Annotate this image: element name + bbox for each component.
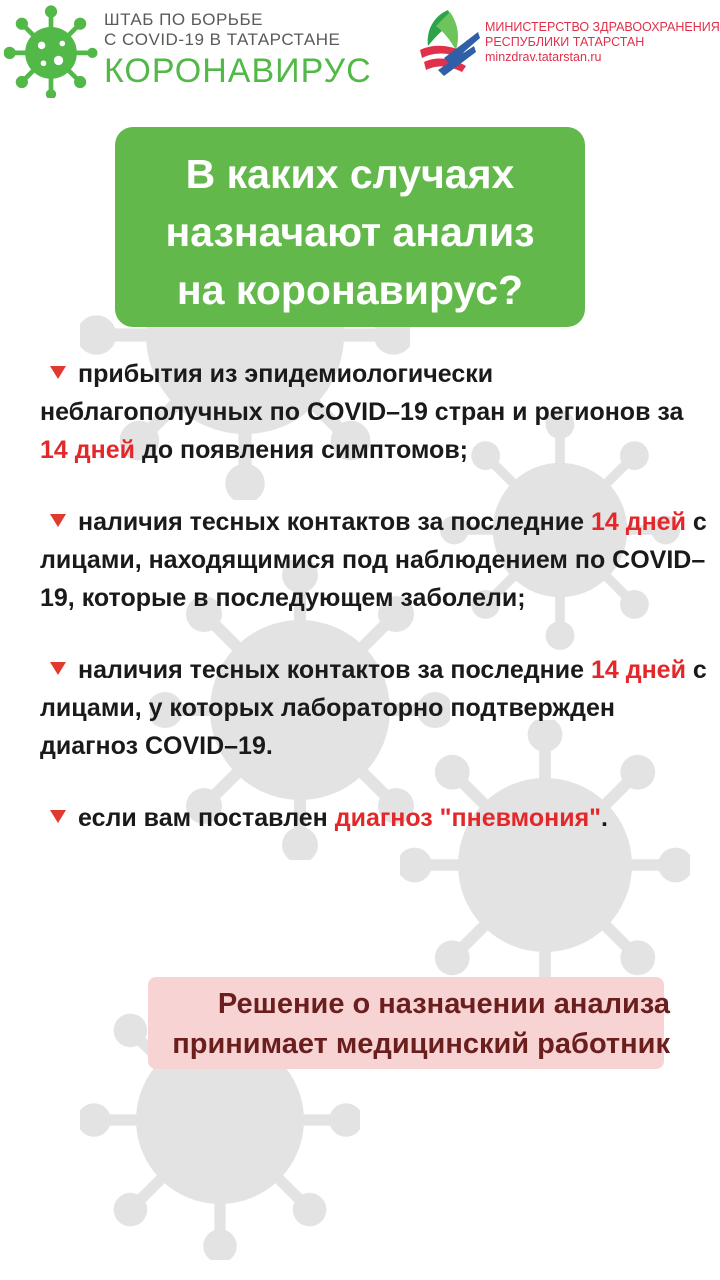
header (0, 0, 720, 110)
note-line-2: принимает медицинский работник (172, 1028, 670, 1060)
hq-line-2: С COVID-19 В ТАТАРСТАНЕ (104, 30, 341, 49)
hq-title-block (104, 10, 372, 90)
cases-list (40, 355, 710, 837)
item-highlight: 14 дней (40, 436, 135, 464)
item-text-post: с лицами, у которых лабораторно подтвержден диагноз COVID–19. (40, 656, 707, 760)
note-line-1: Решение о назначении анализа (217, 988, 670, 1020)
ministry-text (485, 20, 720, 65)
item-text-pre: если вам поставлен (78, 804, 335, 832)
item-highlight: 14 дней (590, 508, 686, 536)
triangle-bullet-icon (50, 366, 66, 379)
ministry-line-1: МИНИСТЕРСТВО ЗДРАВООХРАНЕНИЯ (485, 20, 720, 34)
item-highlight: диагноз "пневмония" (334, 804, 602, 832)
item-text-pre: наличия тесных контактов за последние (78, 508, 591, 536)
triangle-bullet-icon (50, 662, 66, 675)
item-text-post: с лицами, находящимися под наблюдением по COVID–19, которые в последующем заболели; (40, 508, 707, 612)
ministry-logo (414, 6, 482, 82)
item-text-post: . (601, 804, 608, 832)
item-highlight: 14 дней (590, 656, 686, 684)
list-item (40, 651, 710, 765)
title-line-1: В каких случаях (185, 151, 515, 197)
note-text (80, 984, 670, 1064)
list-item (40, 503, 710, 617)
hq-big-title: КОРОНАВИРУС (104, 52, 372, 90)
list-item (40, 355, 710, 469)
triangle-bullet-icon (50, 514, 66, 527)
page-title (115, 145, 585, 319)
virus-icon (4, 4, 98, 98)
ministry-line-2: РЕСПУБЛИКИ ТАТАРСТАН (485, 35, 645, 49)
title-line-2: назначают анализ (165, 209, 535, 255)
list-item (40, 799, 710, 837)
item-text-post: до появления симптомов; (135, 436, 469, 464)
ministry-site: minzdrav.tatarstan.ru (485, 50, 602, 64)
item-text-pre: наличия тесных контактов за последние (78, 656, 591, 684)
title-line-3: на коронавирус? (176, 267, 524, 313)
hq-line-1: ШТАБ ПО БОРЬБЕ (104, 10, 263, 29)
item-text-pre: прибытия из эпидемиологически неблагополучных по COVID–19 стран и регионов за (40, 360, 684, 426)
triangle-bullet-icon (50, 810, 66, 823)
